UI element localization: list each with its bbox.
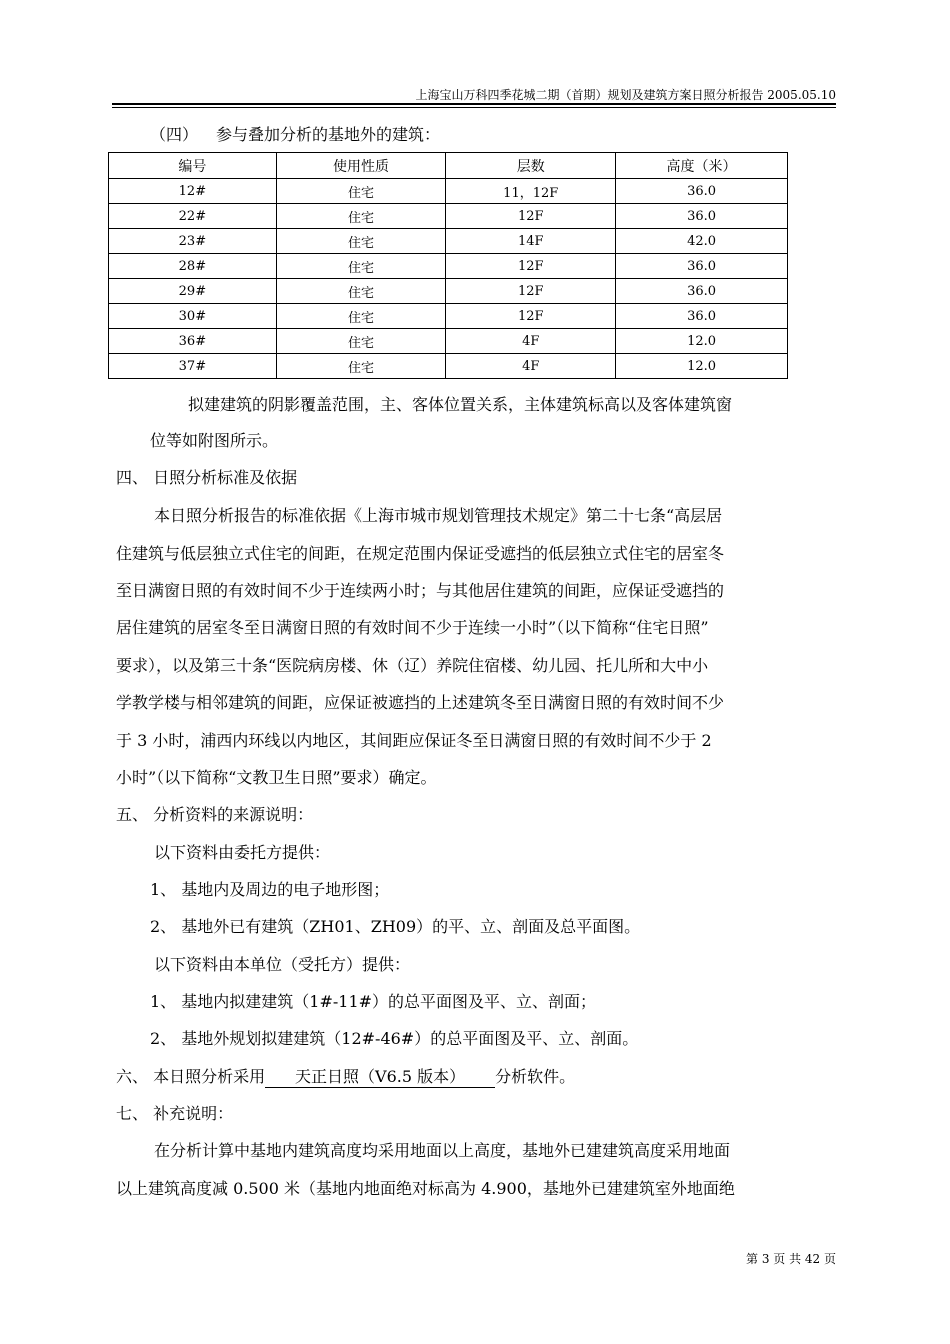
header-rule-thin	[112, 107, 836, 108]
cell-height: 36.0	[616, 179, 788, 204]
cell-height: 36.0	[616, 304, 788, 329]
cell-height: 12.0	[616, 354, 788, 379]
cell-floors: 12F	[446, 254, 616, 279]
cell-id: 23#	[109, 229, 277, 254]
cell-id: 29#	[109, 279, 277, 304]
cell-floors: 4F	[446, 354, 616, 379]
cell-use: 住宅	[276, 229, 446, 254]
section-7-heading: 七、 补充说明：	[116, 1104, 234, 1123]
section-4-line-1: 本日照分析报告的标准依据《上海市城市规划管理技术规定》第二十七条“高层居	[154, 506, 723, 525]
unit-item-2: 2、 基地外规划拟建建筑（12#-46#）的总平面图及平、立、剖面。	[150, 1029, 639, 1048]
section-4-line-6: 学教学楼与相邻建筑的间距，应保证被遮挡的上述建筑冬至日满窗日照的有效时间不少	[116, 693, 725, 712]
table-row	[109, 279, 788, 304]
cell-id: 30#	[109, 304, 277, 329]
header-cell-height: 高度（米）	[616, 153, 788, 179]
section-7-line-2: 以上建筑高度减 0.500 米（基地内地面绝对标高为 4.900，基地外已建建筑室外地面绝	[116, 1179, 735, 1198]
table-row	[109, 354, 788, 379]
cell-id: 37#	[109, 354, 277, 379]
cell-floors: 4F	[446, 329, 616, 354]
figure-note-line-1: 拟建建筑的阴影覆盖范围，主、客体位置关系，主体建筑标高以及客体建筑窗	[188, 395, 733, 414]
table-row	[109, 329, 788, 354]
cell-floors: 12F	[446, 304, 616, 329]
table-row	[109, 229, 788, 254]
section-4-line-4: 居住建筑的居室冬至日满窗日照的有效时间不少于连续一小时”（以下简称“住宅日照”	[116, 618, 709, 637]
unit-item-1: 1、 基地内拟建建筑（1#-11#）的总平面图及平、立、剖面；	[150, 992, 597, 1011]
cell-use: 住宅	[276, 254, 446, 279]
table-row	[109, 304, 788, 329]
client-item-2: 2、 基地外已有建筑（ZH01、ZH09）的平、立、剖面及总平面图。	[150, 917, 641, 936]
cell-use: 住宅	[276, 279, 446, 304]
section-7-line-1: 在分析计算中基地内建筑高度均采用地面以上高度，基地外已建建筑高度采用地面	[154, 1141, 731, 1160]
section-4-line-8: 小时”（以下简称“文教卫生日照”要求）确定。	[116, 768, 437, 787]
cell-use: 住宅	[276, 179, 446, 204]
cell-id: 12#	[109, 179, 277, 204]
client-intro: 以下资料由委托方提供：	[154, 843, 331, 862]
cell-floors: 14F	[446, 229, 616, 254]
cell-floors: 11，12F	[446, 179, 616, 204]
table-header-row	[109, 153, 788, 179]
header-rule	[112, 103, 836, 105]
header-date: 2005.05.10	[767, 88, 836, 102]
cell-height: 36.0	[616, 279, 788, 304]
section-6-suffix: 分析软件。	[495, 1067, 576, 1086]
header-cell-floors: 层数	[446, 153, 616, 179]
unit-intro: 以下资料由本单位（受托方）提供：	[154, 955, 411, 974]
section-5-heading: 五、 分析资料的来源说明：	[116, 805, 314, 824]
cell-use: 住宅	[276, 204, 446, 229]
section-4-heading: 四、 日照分析标准及依据	[116, 468, 298, 487]
buildings-table	[108, 152, 788, 379]
cell-use: 住宅	[276, 354, 446, 379]
section-4-line-7: 于 3 小时，浦西内环线以内地区，其间距应保证冬至日满窗日照的有效时间不少于 2	[116, 731, 712, 750]
section-6-prefix: 六、 本日照分析采用	[116, 1067, 266, 1086]
section-4-line-5: 要求），以及第三十条“医院病房楼、休（辽）养院住宿楼、幼儿园、托儿所和大中小	[116, 656, 709, 675]
cell-id: 36#	[109, 329, 277, 354]
cell-floors: 12F	[446, 204, 616, 229]
table-row	[109, 179, 788, 204]
subheading-number: （四）	[150, 125, 199, 144]
subheading-title: 参与叠加分析的基地外的建筑：	[216, 125, 441, 144]
cell-floors: 12F	[446, 279, 616, 304]
page-header	[112, 86, 836, 104]
section-6	[116, 1067, 575, 1088]
section-4-line-2: 住建筑与低层独立式住宅的间距，在规定范围内保证受遮挡的低层独立式住宅的居室冬	[116, 544, 725, 563]
cell-use: 住宅	[276, 329, 446, 354]
header-cell-id: 编号	[109, 153, 277, 179]
cell-id: 28#	[109, 254, 277, 279]
table-row	[109, 204, 788, 229]
cell-height: 12.0	[616, 329, 788, 354]
section-four-subheading	[150, 122, 440, 145]
cell-height: 36.0	[616, 204, 788, 229]
cell-id: 22#	[109, 204, 277, 229]
client-item-1: 1、 基地内及周边的电子地形图；	[150, 880, 390, 899]
header-cell-use: 使用性质	[276, 153, 446, 179]
page-footer: 第 3 页 共 42 页	[746, 1252, 836, 1266]
cell-use: 住宅	[276, 304, 446, 329]
header-title: 上海宝山万科四季花城二期（首期）规划及建筑方案日照分析报告	[415, 88, 764, 102]
section-4-line-3: 至日满窗日照的有效时间不少于连续两小时；与其他居住建筑的间距，应保证受遮挡的	[116, 581, 725, 600]
cell-height: 42.0	[616, 229, 788, 254]
table-row	[109, 254, 788, 279]
software-name: 天正日照（V6.5 版本）	[265, 1067, 495, 1088]
cell-height: 36.0	[616, 254, 788, 279]
figure-note-line-2: 位等如附图所示。	[150, 431, 279, 450]
